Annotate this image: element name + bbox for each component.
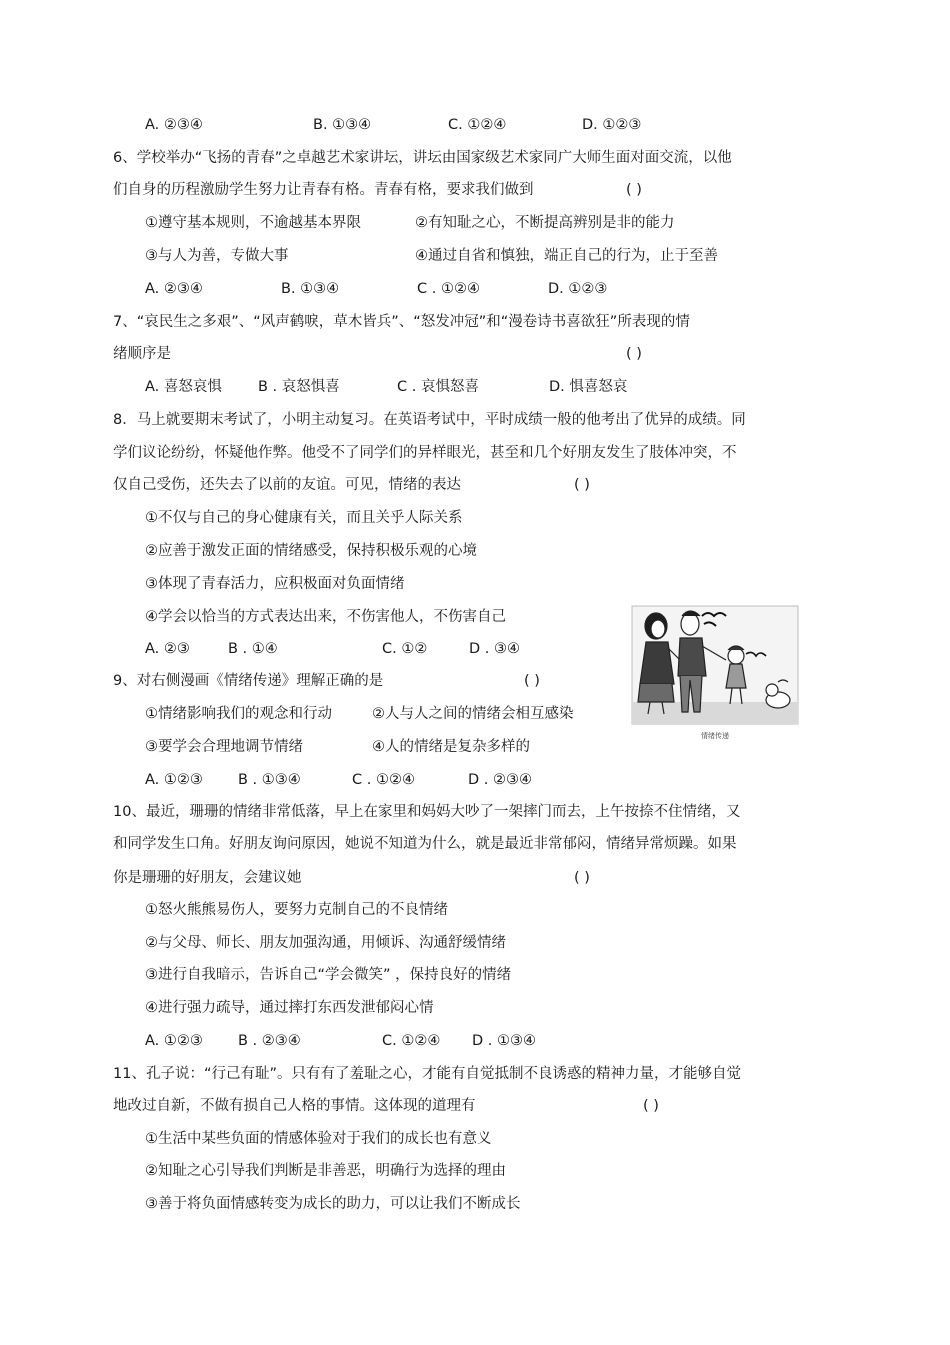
- q9-statement-4: ④人的情绪是复杂多样的: [372, 739, 530, 755]
- q10-statement-1: ①怒火熊熊易伤人，要努力克制自己的不良情绪: [145, 902, 448, 918]
- q6-option-c: C . ①②④: [417, 281, 480, 297]
- q5-option-c: C. ①②④: [448, 117, 507, 133]
- q9-answer-paren: ( ): [524, 673, 540, 689]
- q6-stem-line2: 们自身的历程激励学生努力让青春有格。青春有格，要求我们做到: [113, 182, 534, 198]
- q10-option-a: A. ①②③: [145, 1033, 203, 1049]
- q8-answer-paren: ( ): [574, 477, 590, 493]
- q8-statement-1: ①不仅与自己的身心健康有关，而且关乎人际关系: [145, 510, 463, 526]
- q11-answer-paren: ( ): [643, 1098, 659, 1114]
- q9-statement-1: ①情绪影响我们的观念和行动: [145, 706, 332, 722]
- q8-statement-3: ③体现了青春活力，应积极面对负面情绪: [145, 576, 405, 592]
- cartoon-caption: 情绪传递: [701, 732, 729, 740]
- q5-option-b: B. ①③④: [313, 117, 372, 133]
- q6-option-d: D. ①②③: [548, 281, 608, 297]
- q6-statement-4: ④通过自省和慎独，端正自己的行为，止于至善: [415, 248, 718, 264]
- q5-option-d: D. ①②③: [582, 117, 642, 133]
- q9-stem: 9、对右侧漫画《情绪传递》理解正确的是: [113, 673, 384, 689]
- q8-option-c: C. ①②: [382, 641, 428, 657]
- q10-statement-4: ④进行强力疏导，通过摔打东西发泄郁闷心情: [145, 1000, 434, 1016]
- q6-option-a: A. ②③④: [145, 281, 203, 297]
- q8-statement-4: ④学会以恰当的方式表达出来，不伤害他人，不伤害自己: [145, 609, 506, 625]
- q9-statement-2: ②人与人之间的情绪会相互感染: [372, 706, 574, 722]
- q9-option-c: C . ①②④: [352, 772, 415, 788]
- q7-option-c: C . 哀惧怒喜: [397, 379, 479, 395]
- q7-option-d: D. 惧喜怒哀: [549, 379, 628, 395]
- q10-option-d: D . ①③④: [472, 1033, 536, 1049]
- q6-statement-2: ②有知耻之心，不断提高辨别是非的能力: [415, 215, 675, 231]
- q8-option-a: A. ②③: [145, 641, 190, 657]
- q7-option-b: B . 哀怒惧喜: [258, 379, 340, 395]
- q8-stem-line2: 学们议论纷纷，怀疑他作弊。他受不了同学们的异样眼光，甚至和几个好朋友发生了肢体冲突，不: [113, 445, 737, 461]
- q7-answer-paren: ( ): [626, 346, 642, 362]
- q7-stem-line1: 7、“哀民生之多艰”、“风声鹤唳，草木皆兵”、“怒发冲冠”和“漫卷诗书喜欲狂”所表现的情: [113, 314, 690, 330]
- q11-stem-line1: 11、孔子说：“行己有耻”。只有有了羞耻之心，才能有自觉抵制不良诱惑的精神力量，才能够自觉: [113, 1066, 741, 1082]
- q8-statement-2: ②应善于激发正面的情绪感受，保持积极乐观的心境: [145, 543, 477, 559]
- q8-stem-line3: 仅自己受伤，还失去了以前的友谊。可见，情绪的表达: [113, 477, 461, 493]
- q10-answer-paren: ( ): [574, 870, 590, 886]
- q5-option-a: A. ②③④: [145, 117, 203, 133]
- q6-statement-1: ①遵守基本规则，不逾越基本界限: [145, 215, 361, 231]
- q7-stem-line2: 绪顺序是: [113, 346, 171, 362]
- q6-option-b: B. ①③④: [281, 281, 340, 297]
- q8-option-b: B . ①④: [228, 641, 278, 657]
- q8-option-d: D . ③④: [469, 641, 520, 657]
- q10-stem-line2: 和同学发生口角。好朋友询问原因，她说不知道为什么，就是最近非常郁闷，情绪异常烦躁。如果: [113, 836, 737, 852]
- q9-option-a: A. ①②③: [145, 772, 203, 788]
- q7-option-a: A. 喜怒哀惧: [145, 379, 222, 395]
- q9-statement-3: ③要学会合理地调节情绪: [145, 739, 303, 755]
- q6-statement-3: ③与人为善，专做大事: [145, 248, 289, 264]
- q6-answer-paren: ( ): [626, 182, 642, 198]
- q9-option-d: D . ②③④: [468, 772, 532, 788]
- q10-statement-2: ②与父母、师长、朋友加强沟通，用倾诉、沟通舒缓情绪: [145, 935, 506, 951]
- q10-option-c: C. ①②④: [382, 1033, 441, 1049]
- q9-option-b: B . ①③④: [238, 772, 301, 788]
- q10-option-b: B . ②③④: [238, 1033, 301, 1049]
- q10-stem-line1: 10、最近，珊珊的情绪非常低落，早上在家里和妈妈大吵了一架摔门而去，上午按捺不住情绪，又: [113, 804, 741, 820]
- q8-stem-line1: 8．马上就要期末考试了，小明主动复习。在英语考试中，平时成绩一般的他考出了优异的成绩。同: [113, 412, 746, 428]
- q11-statement-1: ①生活中某些负面的情感体验对于我们的成长也有意义: [145, 1131, 492, 1147]
- q11-stem-line2: 地改过自新，不做有损自己人格的事情。这体现的道理有: [113, 1098, 476, 1114]
- emotion-transfer-cartoon: [628, 604, 802, 744]
- q10-statement-3: ③进行自我暗示，告诉自己“学会微笑” ，保持良好的情绪: [145, 967, 512, 983]
- q10-stem-line3: 你是珊珊的好朋友，会建议她: [113, 870, 302, 886]
- q11-statement-3: ③善于将负面情感转变为成长的助力，可以让我们不断成长: [145, 1196, 521, 1212]
- q6-stem-line1: 6、学校举办“飞扬的青春”之卓越艺术家讲坛，讲坛由国家级艺术家同广大师生面对面交流，以他: [113, 150, 732, 166]
- q11-statement-2: ②知耻之心引导我们判断是非善恶，明确行为选择的理由: [145, 1163, 506, 1179]
